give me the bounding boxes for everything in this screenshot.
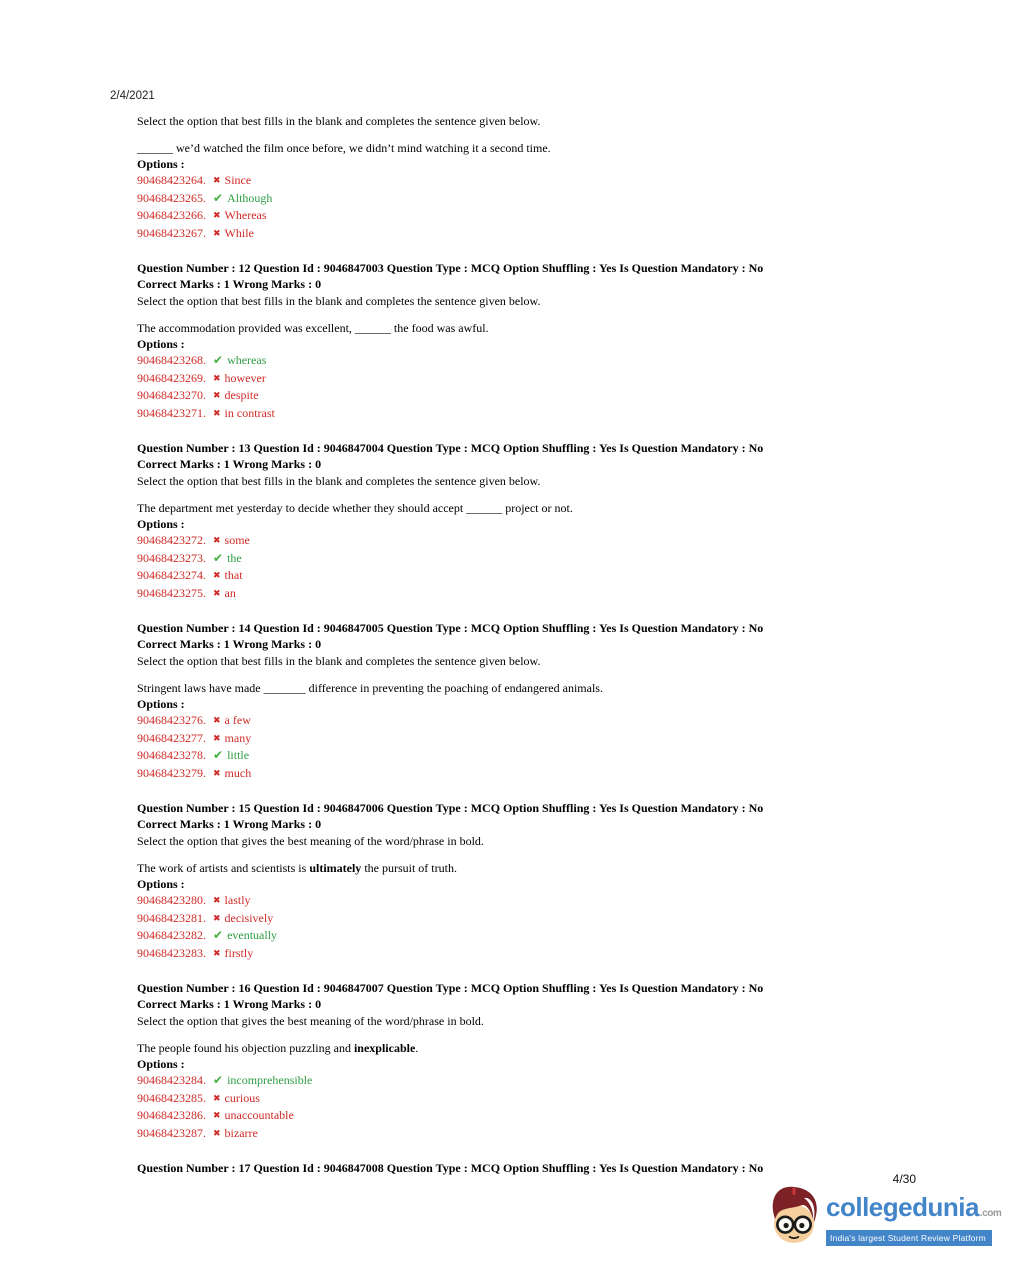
question-text bbox=[137, 320, 792, 337]
option-id: 90468423265. bbox=[137, 190, 206, 205]
option-id: 90468423267. bbox=[137, 225, 206, 240]
question-text-part: Stringent laws have made _______ difference in preventing the poaching of endangered animals. bbox=[137, 680, 603, 695]
option-text: some bbox=[224, 533, 250, 547]
option-id: 90468423278. bbox=[137, 748, 206, 762]
question-header-line: Correct Marks : 1 Wrong Marks : 0 bbox=[137, 816, 322, 831]
wrong-icon: ✖ bbox=[213, 211, 221, 221]
logo-brand-line bbox=[826, 1194, 1001, 1227]
correct-icon: ✔ bbox=[213, 1073, 224, 1087]
option-row bbox=[137, 1072, 792, 1090]
question-text-part: The people found his objection puzzling and bbox=[137, 1040, 354, 1055]
option-row bbox=[137, 190, 792, 208]
question-text-part: . bbox=[415, 1040, 419, 1055]
question-header-line: Correct Marks : 1 Wrong Marks : 0 bbox=[137, 456, 322, 471]
options-label: Options : bbox=[137, 1057, 185, 1071]
question-instruction: Select the option that gives the best meaning of the word/phrase in bold. bbox=[137, 1014, 484, 1028]
option-text: an bbox=[224, 585, 236, 600]
option-row bbox=[137, 765, 792, 783]
option-text: eventually bbox=[227, 928, 278, 942]
option-row bbox=[137, 567, 792, 585]
question-bold-word: ultimately bbox=[309, 860, 362, 875]
question-text-part: the pursuit of truth. bbox=[361, 860, 457, 875]
option-id: 90468423279. bbox=[137, 765, 206, 780]
option-id: 90468423281. bbox=[137, 910, 206, 925]
correct-icon: ✔ bbox=[213, 353, 224, 367]
option-row bbox=[137, 405, 792, 423]
option-text: many bbox=[224, 730, 252, 745]
option-id: 90468423280. bbox=[137, 893, 206, 907]
question-header-line: Question Number : 16 Question Id : 9046847007 Question Type : MCQ Option Shuffling : Yes Is Question Mandatory : No bbox=[137, 981, 764, 995]
question-block bbox=[137, 441, 792, 602]
option-row bbox=[137, 550, 792, 568]
option-id: 90468423282. bbox=[137, 928, 206, 942]
option-row bbox=[137, 892, 792, 910]
option-row bbox=[137, 225, 792, 243]
question-bold-word: inexplicable bbox=[353, 1040, 416, 1055]
option-id: 90468423286. bbox=[137, 1108, 206, 1122]
option-row bbox=[137, 712, 792, 730]
question-text bbox=[137, 140, 792, 157]
page-date: 2/4/2021 bbox=[110, 90, 155, 102]
options-label: Options : bbox=[137, 157, 185, 171]
option-row bbox=[137, 747, 792, 765]
question-text-part: The department met yesterday to decide whether they should accept ______ project or not. bbox=[137, 500, 573, 515]
question-block bbox=[137, 261, 792, 422]
correct-icon: ✔ bbox=[213, 190, 224, 205]
question-text-part: ______ we’d watched the film once before, we didn’t mind watching it a second time. bbox=[137, 140, 551, 155]
option-id: 90468423268. bbox=[137, 353, 206, 367]
wrong-icon: ✖ bbox=[213, 1128, 221, 1139]
option-text: in contrast bbox=[224, 405, 275, 420]
option-row bbox=[137, 945, 792, 963]
option-text: Since bbox=[224, 173, 252, 187]
wrong-icon: ✖ bbox=[213, 588, 221, 599]
option-row bbox=[137, 910, 792, 928]
option-id: 90468423283. bbox=[137, 945, 206, 960]
option-id: 90468423270. bbox=[137, 388, 206, 402]
options-label: Options : bbox=[137, 517, 185, 531]
option-text: While bbox=[224, 225, 254, 240]
option-text: whereas bbox=[227, 353, 267, 367]
option-id: 90468423285. bbox=[137, 1090, 206, 1105]
page-number: 4/30 bbox=[892, 1172, 916, 1186]
collegedunia-logo bbox=[766, 1184, 1001, 1251]
logo-text bbox=[826, 1184, 1001, 1246]
wrong-icon: ✖ bbox=[213, 536, 221, 546]
option-text: however bbox=[224, 370, 266, 385]
questions-container bbox=[137, 112, 792, 1196]
option-id: 90468423275. bbox=[137, 585, 206, 600]
option-row bbox=[137, 370, 792, 388]
wrong-icon: ✖ bbox=[213, 373, 221, 384]
correct-icon: ✔ bbox=[213, 748, 224, 762]
question-block bbox=[137, 113, 792, 242]
wrong-icon: ✖ bbox=[213, 391, 221, 401]
question-instruction: Select the option that gives the best meaning of the word/phrase in bold. bbox=[137, 834, 484, 848]
option-row bbox=[137, 1107, 792, 1125]
option-id: 90468423272. bbox=[137, 533, 206, 547]
question-header-line: Question Number : 14 Question Id : 9046847005 Question Type : MCQ Option Shuffling : Yes Is Question Mandatory : No bbox=[137, 621, 764, 635]
question-block bbox=[137, 981, 792, 1142]
correct-icon: ✔ bbox=[213, 550, 224, 565]
question-header-line: Question Number : 17 Question Id : 9046847008 Question Type : MCQ Option Shuffling : Yes Is Question Mandatory : No bbox=[137, 1161, 764, 1175]
question-instruction: Select the option that best fills in the blank and completes the sentence given below. bbox=[137, 114, 541, 128]
question-text bbox=[137, 1040, 792, 1057]
wrong-icon: ✖ bbox=[213, 1093, 221, 1104]
option-id: 90468423264. bbox=[137, 173, 206, 187]
wrong-icon: ✖ bbox=[213, 1111, 221, 1121]
option-row bbox=[137, 207, 792, 225]
option-row bbox=[137, 730, 792, 748]
question-instruction: Select the option that best fills in the blank and completes the sentence given below. bbox=[137, 654, 541, 668]
option-text: despite bbox=[224, 388, 259, 402]
question-instruction: Select the option that best fills in the blank and completes the sentence given below. bbox=[137, 474, 541, 488]
question-instruction: Select the option that best fills in the blank and completes the sentence given below. bbox=[137, 294, 541, 308]
option-text: lastly bbox=[224, 893, 251, 907]
option-id: 90468423274. bbox=[137, 568, 206, 582]
option-id: 90468423277. bbox=[137, 730, 206, 745]
option-text: unaccountable bbox=[224, 1108, 294, 1122]
logo-mascot-icon bbox=[766, 1184, 822, 1251]
option-id: 90468423287. bbox=[137, 1125, 206, 1140]
option-row bbox=[137, 927, 792, 945]
option-id: 90468423276. bbox=[137, 713, 206, 727]
question-header-line: Correct Marks : 1 Wrong Marks : 0 bbox=[137, 276, 322, 291]
option-text: much bbox=[224, 765, 252, 780]
question-text bbox=[137, 860, 792, 877]
options-label: Options : bbox=[137, 877, 185, 891]
wrong-icon: ✖ bbox=[213, 913, 221, 924]
option-row bbox=[137, 585, 792, 603]
option-text: Although bbox=[227, 190, 273, 205]
option-text: a few bbox=[224, 713, 251, 727]
options-label: Options : bbox=[137, 697, 185, 711]
wrong-icon: ✖ bbox=[213, 768, 221, 779]
option-row bbox=[137, 1125, 792, 1143]
option-text: that bbox=[224, 568, 243, 582]
question-text bbox=[137, 500, 792, 517]
option-row bbox=[137, 1090, 792, 1108]
option-text: decisively bbox=[224, 910, 274, 925]
correct-icon: ✔ bbox=[213, 928, 224, 942]
wrong-icon: ✖ bbox=[213, 716, 221, 726]
question-text bbox=[137, 680, 792, 697]
option-text: little bbox=[227, 748, 250, 762]
wrong-icon: ✖ bbox=[213, 571, 221, 581]
option-id: 90468423284. bbox=[137, 1073, 206, 1087]
question-header-line: Question Number : 15 Question Id : 9046847006 Question Type : MCQ Option Shuffling : Yes Is Question Mandatory : No bbox=[137, 801, 764, 815]
wrong-icon: ✖ bbox=[213, 228, 221, 239]
wrong-icon: ✖ bbox=[213, 896, 221, 906]
question-header-line: Correct Marks : 1 Wrong Marks : 0 bbox=[137, 996, 322, 1011]
options-label: Options : bbox=[137, 337, 185, 351]
option-row bbox=[137, 387, 792, 405]
option-id: 90468423266. bbox=[137, 208, 206, 222]
wrong-icon: ✖ bbox=[213, 408, 221, 419]
option-id: 90468423271. bbox=[137, 405, 206, 420]
option-text: firstly bbox=[224, 945, 254, 960]
option-id: 90468423273. bbox=[137, 550, 206, 565]
logo-tagline: India's largest Student Review Platform bbox=[826, 1230, 992, 1246]
question-header-line: Correct Marks : 1 Wrong Marks : 0 bbox=[137, 636, 322, 651]
option-row bbox=[137, 172, 792, 190]
option-row bbox=[137, 532, 792, 550]
option-text: curious bbox=[224, 1090, 260, 1105]
logo-brand: collegedunia bbox=[826, 1192, 979, 1222]
question-text-part: The accommodation provided was excellent, ______ the food was awful. bbox=[137, 320, 489, 335]
wrong-icon: ✖ bbox=[213, 176, 221, 186]
question-block bbox=[137, 621, 792, 782]
question-text-part: The work of artists and scientists is bbox=[137, 860, 310, 875]
option-text: bizarre bbox=[224, 1125, 258, 1140]
option-text: the bbox=[227, 550, 242, 565]
wrong-icon: ✖ bbox=[213, 948, 221, 959]
logo-brand-suffix: .com bbox=[979, 1208, 1002, 1219]
option-text: Whereas bbox=[224, 208, 267, 222]
question-header-line: Question Number : 13 Question Id : 9046847004 Question Type : MCQ Option Shuffling : Yes Is Question Mandatory : No bbox=[137, 441, 764, 455]
wrong-icon: ✖ bbox=[213, 733, 221, 744]
question-block bbox=[137, 1161, 792, 1177]
option-text: incomprehensible bbox=[227, 1073, 313, 1087]
question-block bbox=[137, 801, 792, 962]
question-header-line: Question Number : 12 Question Id : 9046847003 Question Type : MCQ Option Shuffling : Yes Is Question Mandatory : No bbox=[137, 261, 764, 275]
option-row bbox=[137, 352, 792, 370]
option-id: 90468423269. bbox=[137, 370, 206, 385]
